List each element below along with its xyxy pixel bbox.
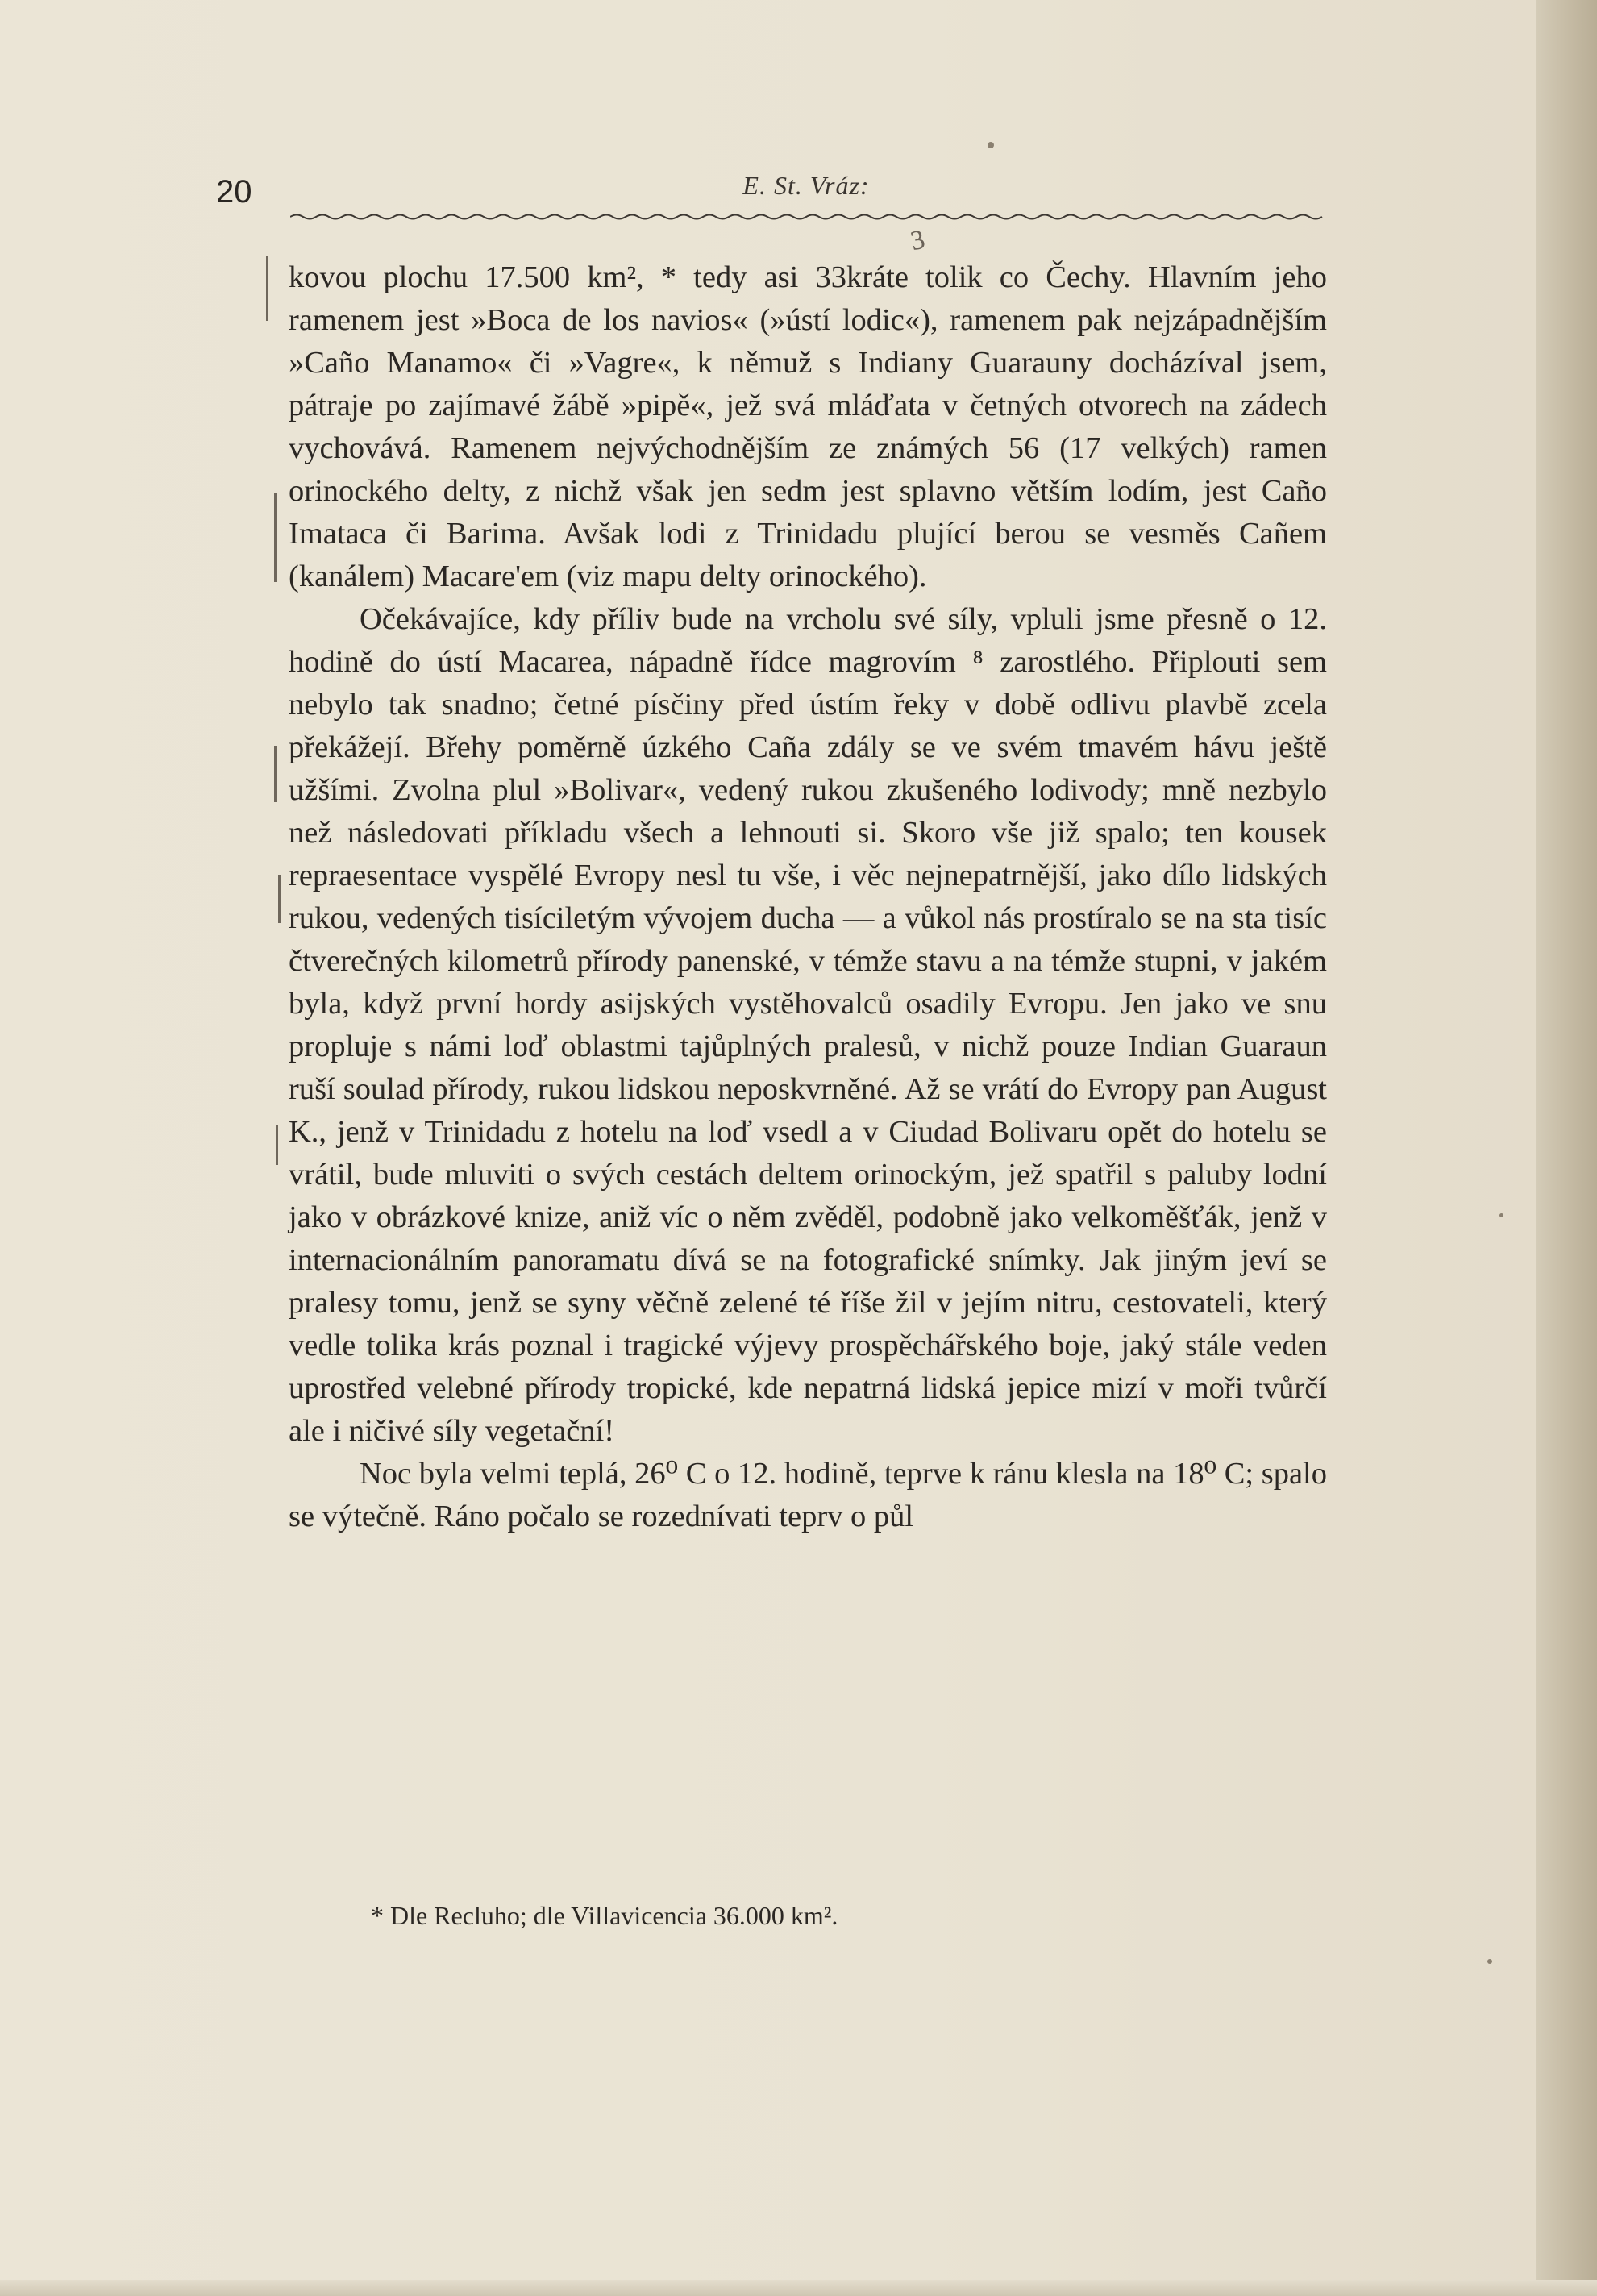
paper-speck: [1487, 1959, 1492, 1964]
paper-speck: [988, 142, 994, 148]
header-wavy-rule: [290, 211, 1326, 223]
paragraph: kovou plochu 17.500 km², * tedy asi 33kráte tolik co Čechy. Hlavním jeho ramenem jest »Boca de los navios« (»ústí lodic«), ramenem pak nejzápadnějším »Caño Manamo« či »Vagre«, k němuž s Indiany Guarauny docházíval jsem, pátraje po zajímavé žábě »pipě«, jež svá mláďata v četných otvorech na zádech vychovává. Ramenem nejvýchodnějším ze známých 56 (17 velkých) ramen orinockého delty, z nichž však jen sedm jest splavno větším lodím, jest Caño Imataca či Barima. Avšak lodi z Trinidadu plující berou se vesměs Cañem (kanálem) Macare'em (viz mapu delty orinockého).: [289, 260, 1327, 593]
margin-line-mark: [278, 875, 281, 923]
paper-speck: [1499, 1213, 1503, 1217]
page-bottom-edge: [0, 2280, 1597, 2296]
body-text: [289, 256, 1327, 1538]
handwritten-annotation: 3: [908, 224, 928, 257]
page-edge-shadow: [1536, 0, 1597, 2296]
footnote: * Dle Recluho; dle Villavicencia 36.000 km².: [371, 1901, 838, 1930]
running-head: E. St. Vráz:: [742, 171, 870, 200]
page-number: 20: [216, 174, 252, 210]
paragraph: Noc byla velmi teplá, 26⁰ C o 12. hodině, teprve k ránu klesla na 18⁰ C; spalo se výtečně. Ráno počalo se rozednívati teprv o půl: [289, 1457, 1327, 1533]
margin-line-mark: [266, 256, 268, 321]
margin-line-mark: [274, 493, 277, 582]
margin-line-mark: [276, 1125, 278, 1165]
paragraph: Očekávajíce, kdy příliv bude na vrcholu své síly, vpluli jsme přesně o 12. hodině do ústí Macarea, nápadně řídce magrovím ⁸ zarostlého. Připlouti sem nebylo tak snadno; četné písčiny před ústím řeky v době odlivu plavbě zcela překážejí. Břehy poměrně úzkého Caña zdály se ve svém tmavém hávu ještě užšími. Zvolna plul »Bolivar«, vedený rukou zkušeného lodivody; mně nezbylo než následovati příkladu všech a lehnouti si. Skoro vše již spalo; ten kousek repraesentace vyspělé Evropy nesl tu vše, i věc nejnepatrnější, jako dílo lidských rukou, vedených tisíciletým vývojem ducha — a vůkol nás prostíralo se na sta tisíc čtverečných kilometrů přírody panenské, v témže stavu a na témže stupni, v jakém byla, když první hordy asijských vystěhovalců osadily Evropu. Jen jako ve snu propluje s námi loď oblastmi tajůplných pralesů, v nichž pouze Indian Guaraun ruší soulad přírody, rukou lidskou neposkvrněné. Až se vrátí do Evropy pan August K., jenž v Trinidadu z hotelu na loď vsedl a v Ciudad Bolivaru opět do hotelu se vrátil, bude mluviti o svých cestách deltem orinockým, jež spatřil s paluby lodní jako v obrázkové knize, aniž víc o něm zvěděl, podobně jako velkoměšťák, jenž v internacionálním panoramatu dívá se na fotografické snímky. Jak jiným jeví se pralesy tomu, jenž se syny věčně zelené té říše žil v jejím nitru, cestovateli, který vedle tolika krás poznal i tragické výjevy prospěchářského boje, jaký stále veden uprostřed velebné přírody tropické, kde nepatrná lidská jepice mizí v moři tvůrčí ale i ničivé síly vegetační!: [289, 602, 1327, 1448]
margin-line-mark: [274, 746, 277, 802]
